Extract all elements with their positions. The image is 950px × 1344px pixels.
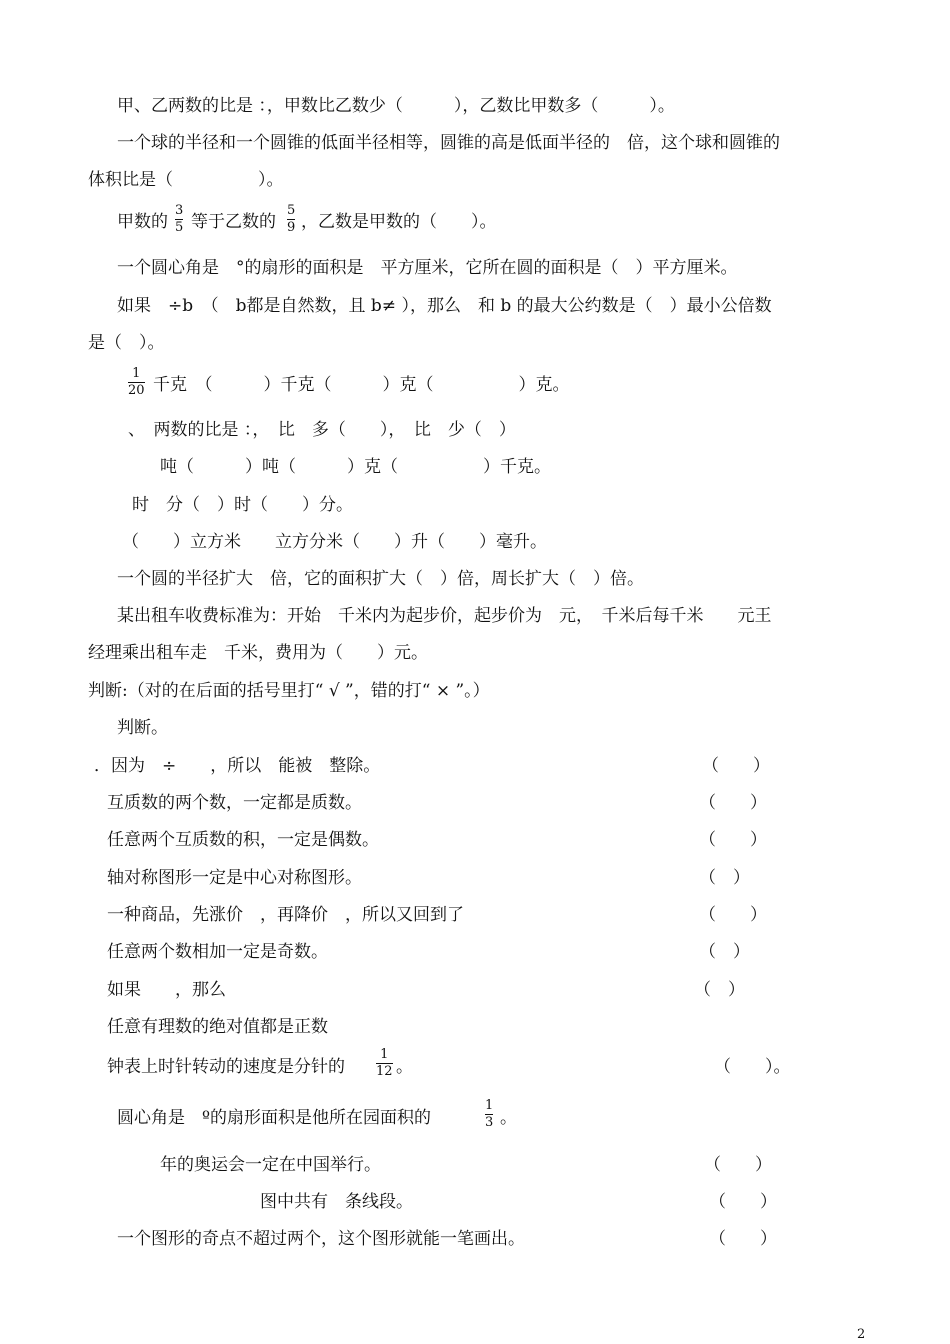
question-two-numbers-line: 、 两数的比是 ：， 比 多（ ）， 比 少（ ） — [128, 420, 516, 440]
judge-item-6: 任意两个数相加一定是奇数。 — [107, 942, 328, 962]
question-fraction-text-a: 甲数的 — [117, 212, 168, 232]
question-fraction-text-e: ，乙数是甲数的（ ）。 — [301, 212, 497, 232]
page-number: 2 — [857, 1327, 866, 1342]
question-hour-line: 时 分（ ）时（ ）分。 — [132, 495, 353, 515]
judge-answer-2[interactable]: （ ） — [699, 793, 767, 813]
judge-answer-4[interactable]: （ ） — [699, 868, 750, 888]
judge-item-13: 一个图形的奇点不超过两个，这个图形就能一笔画出。 — [117, 1229, 525, 1249]
question-taxi-line1: 某出租车收费标准为：开始 千米内为起步价，起步价为 元， 千米后每千米 元王 — [117, 606, 772, 626]
question-kg-line: 千克 （ ）千克（ ）克（ ）克。 — [153, 375, 570, 395]
judge-answer-3[interactable]: （ ） — [699, 830, 767, 850]
question-sphere-cone-line1: 一个球的半径和一个圆锥的低面半径相等，圆锥的高是低面半径的 倍，这个球和圆锥的 — [117, 133, 780, 153]
fraction-1-20: 1 20 — [128, 366, 145, 398]
question-gcd-line2: 是（ ）。 — [88, 333, 165, 353]
question-gcd-line1: 如果 ÷b （ b都是自然数，且 b≠ ），那么 和 b 的最大公约数是（ ）最小公倍数 — [117, 296, 772, 316]
question-sector-line: 一个圆心角是 °的扇形的面积是 平方厘米，它所在圆的面积是（ ）平方厘米。 — [117, 258, 738, 278]
judge-item-5: 一种商品，先涨价 ，再降价 ，所以又回到了 — [107, 905, 464, 925]
judge-item-9: 钟表上时针转动的速度是分针的 — [107, 1057, 345, 1077]
question-taxi-line2: 经理乘出租车走 千米，费用为（ ）元。 — [88, 643, 428, 663]
judge-answer-11[interactable]: （ ） — [704, 1155, 772, 1175]
judge-item-3: 任意两个互质数的积，一定是偶数。 — [107, 830, 379, 850]
judge-answer-7[interactable]: （ ） — [694, 980, 745, 1000]
judge-item-10-end: 。 — [500, 1108, 517, 1128]
judge-subheader: 判断。 — [117, 718, 168, 738]
judge-item-2: 互质数的两个数，一定都是质数。 — [107, 793, 362, 813]
judge-item-9-end: 。 — [396, 1057, 413, 1077]
judge-item-4: 轴对称图形一定是中心对称图形。 — [107, 868, 362, 888]
judge-answer-1[interactable]: （ ） — [702, 756, 770, 776]
judge-item-12: 图中共有 条线段。 — [260, 1192, 413, 1212]
judge-header: 判断:（对的在后面的括号里打“ √ ”，错的打“ × ”。） — [88, 681, 490, 701]
judge-answer-6[interactable]: （ ） — [699, 942, 750, 962]
fraction-5-9: 5 9 — [287, 203, 296, 235]
fraction-1-3: 1 3 — [485, 1098, 494, 1130]
fraction-3-5: 3 5 — [175, 203, 184, 235]
question-ratio-line: 甲、乙两数的比是 ：，甲数比乙数少（ ），乙数比甲数多（ ）。 — [117, 96, 675, 116]
judge-item-1: ．因为 ÷ ，所以 能被 整除。 — [94, 756, 381, 776]
judge-answer-9[interactable]: （ ）。 — [714, 1057, 791, 1077]
judge-item-11: 年的奥运会一定在中国举行。 — [160, 1155, 381, 1175]
judge-answer-5[interactable]: （ ） — [699, 905, 767, 925]
judge-answer-13[interactable]: （ ） — [709, 1229, 777, 1249]
question-ton-line: 吨（ ）吨（ ）克（ ）千克。 — [160, 457, 551, 477]
judge-item-10: 圆心角是 º的扇形面积是他所在园面积的 — [117, 1108, 431, 1128]
question-sphere-cone-line2: 体积比是（ ）。 — [88, 170, 284, 190]
question-volume-line: （ ）立方米 立方分米（ ）升（ ）毫升。 — [122, 532, 547, 552]
fraction-1-12: 1 12 — [376, 1047, 393, 1079]
question-circle-enlarge-line: 一个圆的半径扩大 倍，它的面积扩大（ ）倍，周长扩大（ ）倍。 — [117, 569, 644, 589]
judge-item-8: 任意有理数的绝对值都是正数 — [107, 1017, 328, 1037]
judge-answer-12[interactable]: （ ） — [709, 1192, 777, 1212]
question-fraction-text-m: 等于乙数的 — [191, 212, 276, 232]
judge-item-7: 如果 ，那么 — [107, 980, 226, 1000]
